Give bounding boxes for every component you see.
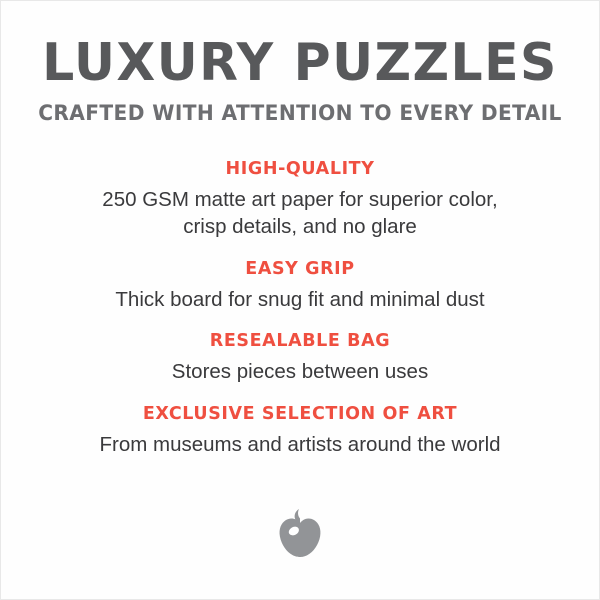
feature-item: [1, 404, 599, 458]
page-title: LUXURY PUZZLES: [42, 33, 558, 93]
header: [1, 33, 599, 125]
feature-description: [1, 186, 599, 241]
feature-description: [1, 358, 599, 385]
feature-description-line: Thick board for snug fit and minimal dust: [115, 287, 485, 311]
feature-heading: RESEALABLE BAG: [209, 331, 391, 352]
feature-heading: HIGH-QUALITY: [225, 159, 375, 179]
feature-item: [1, 159, 599, 241]
feature-heading: EASY GRIP: [245, 258, 355, 279]
feature-description-line: crisp details, and no glare: [183, 215, 417, 239]
page-subtitle: CRAFTED WITH ATTENTION TO EVERY DETAIL: [38, 101, 562, 125]
feature-description: [1, 286, 599, 313]
feature-description-line: 250 GSM matte art paper for superior color,: [102, 188, 498, 211]
feature-item: [1, 259, 599, 313]
feature-item: [1, 331, 599, 385]
feature-description-line: Stores pieces between uses: [171, 360, 429, 384]
feature-list: [1, 159, 599, 476]
feature-description: [1, 431, 599, 458]
feature-heading: EXCLUSIVE SELECTION OF ART: [142, 403, 458, 424]
brand-logo: [1, 509, 599, 557]
feature-description-line: From museums and artists around the world: [99, 432, 501, 456]
pomegranate-logo-icon: [277, 509, 323, 557]
